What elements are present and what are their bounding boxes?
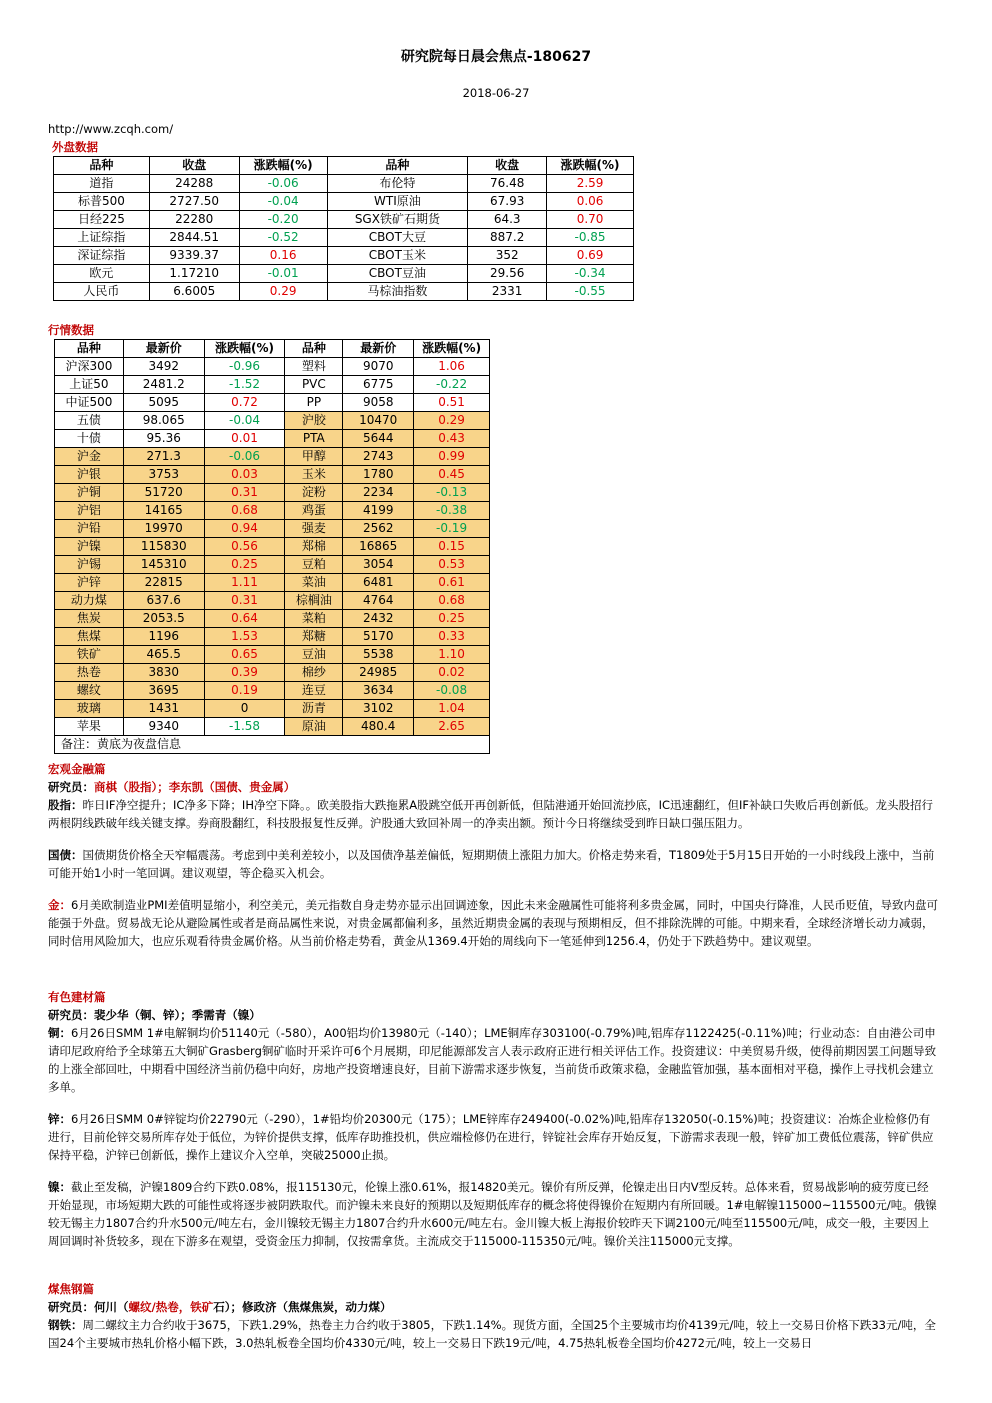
market-cell: 鸡蛋 [285, 502, 343, 520]
researcher-label: 研究员： [48, 780, 94, 794]
market-cell: 玻璃 [55, 700, 124, 718]
market-cell: 沪铜 [55, 484, 124, 502]
market-cell: 5095 [123, 394, 204, 412]
market-cell: 1.11 [204, 574, 285, 592]
foreign-market-table [53, 156, 634, 301]
market-cell: 0.68 [414, 592, 490, 610]
metals-para-0: 铜：6月26日SMM 1#电解铜均价51140元（-580），A00铝均价13980元（-140）；LME铜库存303100(-0.79%)吨,铝库存1122425(-0.11%)吨；行业动态：自由港公司申请印尼政府给予全球第五大铜矿Grasberg铜矿临时开采许可6个月展期，印尼能源部发言人表示政府正进行相关评估工作。投资建议：中美贸易升级，使得前期因罢工问题导致的上涨全部回吐，中期看中国经济当前仍稳中向好，房地产投资增速良好，目前下游需求逐步恢复，当前货币政策求稳，金融监管加强，基本面相对平稳，操作上寻找机会建立多单。 [48, 1026, 937, 1094]
market-cell: 2743 [343, 448, 414, 466]
macro-para-2: 金：6月美欧制造业PMI差值明显缩小，利空美元，美元指数自身走势亦显示出回调迹象，因此未来金融属性可能将利多贵金属，同时，中国央行降准，人民币贬值，导致内盘可能强于外盘。贸易战无论从避险属性或者是商品属性来说，对贵金属都偏利多，虽然近期贵金属的表现与预期相反，但不排除洗牌的可能。中期来看，全球经济增长动力减弱，同时信用风险加大，也应乐观看待贵金属价格。从当前价格走势看，黄金从1369.4开始的周线向下一笔延伸到1256.4，仍处于下跌趋势中。建议观望。 [48, 898, 939, 948]
market-cell: 十债 [55, 430, 124, 448]
table-row [55, 520, 490, 538]
foreign-cell: 马棕油指数 [327, 283, 468, 301]
market-cell: 24985 [343, 664, 414, 682]
market-cell: 1780 [343, 466, 414, 484]
table-row [54, 265, 634, 283]
foreign-cell: 6.6005 [149, 283, 239, 301]
foreign-cell: 2331 [468, 283, 547, 301]
foreign-header-4: 收盘 [468, 157, 547, 175]
market-header-3: 品种 [285, 340, 343, 358]
table-row [55, 502, 490, 520]
market-cell: -1.52 [204, 376, 285, 394]
market-cell: 热卷 [55, 664, 124, 682]
market-cell: 0.33 [414, 628, 490, 646]
market-cell: 6481 [343, 574, 414, 592]
market-header-4: 最新价 [343, 340, 414, 358]
market-cell: 连豆 [285, 682, 343, 700]
market-cell: 480.4 [343, 718, 414, 736]
market-heading: 行情数据 [48, 323, 94, 337]
foreign-cell: 日经225 [54, 211, 150, 229]
table-row [55, 610, 490, 628]
foreign-heading: 外盘数据 [52, 140, 98, 154]
foreign-header-5: 涨跌幅(%) [547, 157, 634, 175]
market-cell: 2562 [343, 520, 414, 538]
market-cell: 0.25 [204, 556, 285, 574]
market-cell: 棉纱 [285, 664, 343, 682]
table-row [55, 484, 490, 502]
foreign-cell: 0.29 [239, 283, 327, 301]
foreign-cell: 0.69 [547, 247, 634, 265]
market-cell: 0.99 [414, 448, 490, 466]
foreign-cell: 上证综指 [54, 229, 150, 247]
foreign-cell: -0.55 [547, 283, 634, 301]
foreign-cell: 标普500 [54, 193, 150, 211]
market-cell: 0.64 [204, 610, 285, 628]
foreign-cell: -0.34 [547, 265, 634, 283]
market-cell: 9070 [343, 358, 414, 376]
macro-para-0: 股指：昨日IF净空提升；IC净多下降；IH净空下降。。欧美股指大跌拖累A股跳空低开再创新低，但陆港通开始回流抄底，IC迅速翻红，但IF补缺口失败后再创新低。龙头股招行两根阴线跌破年线关键支撑。券商股翻红，科技股报复性反弹。沪股通大致回补周一的净卖出额。预计今日将继续受到昨日缺口强压阻力。 [48, 798, 934, 830]
market-cell: 原油 [285, 718, 343, 736]
foreign-cell: -0.85 [547, 229, 634, 247]
market-cell: 中证500 [55, 394, 124, 412]
market-quote-table [54, 339, 490, 754]
foreign-cell: 24288 [149, 175, 239, 193]
market-cell: 菜油 [285, 574, 343, 592]
foreign-cell: 76.48 [468, 175, 547, 193]
report-date: 2018-06-27 [462, 86, 530, 100]
table-row [55, 628, 490, 646]
foreign-cell: WTI原油 [327, 193, 468, 211]
market-cell: 16865 [343, 538, 414, 556]
market-cell: 0.03 [204, 466, 285, 484]
foreign-cell: 352 [468, 247, 547, 265]
market-cell: 5170 [343, 628, 414, 646]
foreign-cell: CBOT大豆 [327, 229, 468, 247]
market-cell: 动力煤 [55, 592, 124, 610]
table-row [55, 574, 490, 592]
market-cell: 郑糖 [285, 628, 343, 646]
market-cell: 沪铝 [55, 502, 124, 520]
market-cell: 0.02 [414, 664, 490, 682]
table-row [55, 448, 490, 466]
table-row [55, 718, 490, 736]
table-row [54, 247, 634, 265]
market-cell: 菜粕 [285, 610, 343, 628]
market-cell: 19970 [123, 520, 204, 538]
market-header-0: 品种 [55, 340, 124, 358]
market-cell: 0.19 [204, 682, 285, 700]
table-row [54, 229, 634, 247]
market-cell: 465.5 [123, 646, 204, 664]
market-cell: 玉米 [285, 466, 343, 484]
market-cell: 焦炭 [55, 610, 124, 628]
market-cell: 3054 [343, 556, 414, 574]
market-cell: 0.53 [414, 556, 490, 574]
market-cell: 0.94 [204, 520, 285, 538]
table-row [55, 466, 490, 484]
metals-section: 有色建材篇 研究员：裴少华（铜、锌）；季需青（镍） 铜：6月26日SMM 1#电解铜均价51140元（-580），A00铝均价13980元（-140）；LME铜库存303100(-0.79%)吨,铝库存1122425(-0.11%)吨；行业动态：自由港公司申请印尼政府给予全球第五大铜矿Grasberg铜矿临时开采许可6个月展期，印尼能源部发言人表示政府正进行相关评估工作。投资建议：中美贸易升级，使得前期因罢工问题导致的上涨全部回吐，中期看中国经济当前仍稳中向好，房地产投资增速良好，目前下游需求逐步恢复，当前货币政策求稳，金融监管加强，基本面相对平稳，操作上寻找机会建立多单。 锌：6月26日SMM 0#锌锭均价22790元（-290），1#铅均价20300元（175）；LME锌库存249400(-0.02%)吨,铅库存132050(-0.15%)吨；投资建议：冶炼企业检修仍有进行，目前伦锌交易所库存处于低位，为锌价提供支撑，低库存助推投机，供应端检修仍在进行，锌锭社会库存开始反复，下游需求表现一般，锌矿加工费低位震荡，锌矿供应保持平稳，沪锌已创新低，操作上建议介入空单，突破25000止损。 镍：截止至发稿，沪镍1809合约下跌0.08%，报115130元，伦镍上涨0.61%，报14820美元。镍价有所反弹，伦镍走出日内V型反转。总体来看，贸易战影响的疲劳度已经开始显现，市场短期大跌的可能性或将逐步被阴跌取代。而沪镍未来良好的预期以及短期低库存的概念将使得镍价在短期内有所回暖。1#电解镍115000~115500元/吨。俄镍较无锡主力1807合约升水500元/吨左右，金川镍较无锡主力1807合约升水600元/吨左右。金川镍大板上海报价较昨天下调2100元/吨至115500元/吨，成交一般，主要因上周回调时补货较多，现在下游多在观望，受资金压力抑制，仅按需拿货。主流成交于115000-115350元/吨。镍价关注115000元支撑。 [48, 988, 940, 1250]
market-cell: 郑棉 [285, 538, 343, 556]
market-cell: 0.56 [204, 538, 285, 556]
market-cell: PP [285, 394, 343, 412]
foreign-header-0: 品种 [54, 157, 150, 175]
market-cell: 5538 [343, 646, 414, 664]
foreign-header-3: 品种 [327, 157, 468, 175]
market-cell: 3830 [123, 664, 204, 682]
market-cell: 1.53 [204, 628, 285, 646]
market-cell: 强麦 [285, 520, 343, 538]
market-cell: 0.72 [204, 394, 285, 412]
foreign-cell: -0.01 [239, 265, 327, 283]
market-cell: 271.3 [123, 448, 204, 466]
market-cell: 上证50 [55, 376, 124, 394]
market-cell: 五债 [55, 412, 124, 430]
foreign-cell: 2844.51 [149, 229, 239, 247]
table-row [54, 211, 634, 229]
market-cell: PTA [285, 430, 343, 448]
market-cell: 3695 [123, 682, 204, 700]
market-cell: 0.61 [414, 574, 490, 592]
coal-section: 煤焦钢篇 研究员：何川（螺纹/热卷，铁矿石）；修政济（焦煤焦炭，动力煤） 钢铁：周二螺纹主力合约收于3675，下跌1.29%，热卷主力合约收于3805，下跌1.14%。现货方面，全国25个主要城市均价4139元/吨，较上一交易日价格下跌33元/吨，全国24个主要城市热轧价格小幅下跌，3.0热轧板卷全国均价4330元/吨，较上一交易日下跌19元/吨，4.75热轧板卷全国均价4272元/吨，较上一交易日 [48, 1280, 940, 1352]
market-cell: 9340 [123, 718, 204, 736]
foreign-cell: CBOT豆油 [327, 265, 468, 283]
market-cell: 0.43 [414, 430, 490, 448]
market-cell: 1431 [123, 700, 204, 718]
metals-para-2: 镍：截止至发稿，沪镍1809合约下跌0.08%，报115130元，伦镍上涨0.61%，报14820美元。镍价有所反弹，伦镍走出日内V型反转。总体来看，贸易战影响的疲劳度已经开始显现，市场短期大跌的可能性或将逐步被阴跌取代。而沪镍未来良好的预期以及短期低库存的概念将使得镍价在短期内有所回暖。1#电解镍115000~115500元/吨。俄镍较无锡主力1807合约升水500元/吨左右，金川镍较无锡主力1807合约升水600元/吨左右。金川镍大板上海报价较昨天下调2100元/吨至115500元/吨，成交一般，主要因上周回调时补货较多，现在下游多在观望，受资金压力抑制，仅按需拿货。主流成交于115000-115350元/吨。镍价关注115000元支撑。 [48, 1180, 937, 1248]
foreign-cell: CBOT玉米 [327, 247, 468, 265]
market-cell: 螺纹 [55, 682, 124, 700]
table-row [55, 430, 490, 448]
foreign-cell: 道指 [54, 175, 150, 193]
foreign-cell: -0.52 [239, 229, 327, 247]
market-header-1: 最新价 [123, 340, 204, 358]
table-row [55, 592, 490, 610]
market-cell: 0.31 [204, 592, 285, 610]
metals-para-1: 锌：6月26日SMM 0#锌锭均价22790元（-290），1#铅均价20300元（175）；LME锌库存249400(-0.02%)吨,铅库存132050(-0.15%)吨；投资建议：冶炼企业检修仍有进行，目前伦锌交易所库存处于低位，为锌价提供支撑，低库存助推投机，供应端检修仍在进行，锌锭社会库存开始反复，下游需求表现一般，锌矿加工费低位震荡，锌矿供应保持平稳，沪锌已创新低，操作上建议介入空单，突破25000止损。 [48, 1112, 934, 1162]
table-row [55, 412, 490, 430]
foreign-cell: 67.93 [468, 193, 547, 211]
market-cell: 沪锌 [55, 574, 124, 592]
foreign-header-2: 涨跌幅(%) [239, 157, 327, 175]
market-cell: -0.04 [204, 412, 285, 430]
market-cell: 3102 [343, 700, 414, 718]
foreign-cell: SGX铁矿石期货 [327, 211, 468, 229]
market-cell: 2432 [343, 610, 414, 628]
market-note: 备注：黄底为夜盘信息 [55, 736, 490, 754]
foreign-cell: 欧元 [54, 265, 150, 283]
market-cell: 0.39 [204, 664, 285, 682]
market-cell: 1.10 [414, 646, 490, 664]
coal-para-0: 钢铁：周二螺纹主力合约收于3675，下跌1.29%，热卷主力合约收于3805，下跌1.14%。现货方面，全国25个主要城市均价4139元/吨，较上一交易日价格下跌33元/吨，全国24个主要城市热轧价格小幅下跌，3.0热轧板卷全国均价4330元/吨，较上一交易日下跌19元/吨，4.75热轧板卷全国均价4272元/吨，较上一交易日 [48, 1318, 936, 1350]
market-cell: 0.31 [204, 484, 285, 502]
macro-researchers: 商棋（股指）；李东凯（国债、贵金属） [94, 780, 296, 794]
market-cell: -0.08 [414, 682, 490, 700]
market-cell: 0.15 [414, 538, 490, 556]
market-cell: 0.01 [204, 430, 285, 448]
market-cell: 1.06 [414, 358, 490, 376]
market-cell: -0.22 [414, 376, 490, 394]
foreign-cell: 887.2 [468, 229, 547, 247]
metals-category: 有色建材篇 [48, 990, 106, 1004]
market-cell: 沪金 [55, 448, 124, 466]
market-cell: 95.36 [123, 430, 204, 448]
macro-section [48, 760, 940, 950]
metals-researchers: 裴少华（铜、锌）；季需青（镍） [94, 1008, 261, 1022]
market-cell: 0.25 [414, 610, 490, 628]
market-cell: 淀粉 [285, 484, 343, 502]
market-cell: 6775 [343, 376, 414, 394]
market-cell: 0.45 [414, 466, 490, 484]
market-cell: 5644 [343, 430, 414, 448]
market-cell: -0.19 [414, 520, 490, 538]
market-cell: 沪镍 [55, 538, 124, 556]
table-row [55, 358, 490, 376]
table-row [54, 283, 634, 301]
market-cell: 2481.2 [123, 376, 204, 394]
market-cell: 4199 [343, 502, 414, 520]
market-cell: 3634 [343, 682, 414, 700]
foreign-cell: -0.06 [239, 175, 327, 193]
market-cell: -0.06 [204, 448, 285, 466]
foreign-cell: 人民币 [54, 283, 150, 301]
market-cell: 1.04 [414, 700, 490, 718]
foreign-header-1: 收盘 [149, 157, 239, 175]
market-cell: 2053.5 [123, 610, 204, 628]
market-cell: 塑料 [285, 358, 343, 376]
foreign-cell: 布伦特 [327, 175, 468, 193]
foreign-cell: 0.70 [547, 211, 634, 229]
website-link[interactable]: http://www.zcqh.com/ [48, 122, 174, 136]
table-row [55, 664, 490, 682]
market-cell: 0.65 [204, 646, 285, 664]
market-cell: 1196 [123, 628, 204, 646]
macro-para-1: 国债：国债期货价格全天窄幅震荡。考虑到中美利差较小，以及国债净基差偏低，短期期债上涨阻力加大。价格走势来看，T1809处于5月15日开始的一小时线段上涨中，当前可能开始1小时一笔回调。建议观望，等企稳买入机会。 [48, 848, 935, 880]
market-cell: 铁矿 [55, 646, 124, 664]
table-row [54, 175, 634, 193]
table-row [55, 700, 490, 718]
table-row [55, 394, 490, 412]
table-row [55, 556, 490, 574]
table-row [55, 376, 490, 394]
market-cell: 沥青 [285, 700, 343, 718]
market-cell: -1.58 [204, 718, 285, 736]
market-cell: 0 [204, 700, 285, 718]
market-cell: -0.96 [204, 358, 285, 376]
market-cell: 沪铅 [55, 520, 124, 538]
foreign-cell: 2727.50 [149, 193, 239, 211]
market-cell: 3753 [123, 466, 204, 484]
market-cell: 苹果 [55, 718, 124, 736]
market-cell: 98.065 [123, 412, 204, 430]
market-cell: 豆粕 [285, 556, 343, 574]
market-cell: 0.29 [414, 412, 490, 430]
foreign-cell: 22280 [149, 211, 239, 229]
foreign-cell: 深证综指 [54, 247, 150, 265]
foreign-cell: 0.16 [239, 247, 327, 265]
foreign-cell: -0.04 [239, 193, 327, 211]
market-cell: 10470 [343, 412, 414, 430]
market-cell: 14165 [123, 502, 204, 520]
market-cell: 2.65 [414, 718, 490, 736]
macro-category: 宏观金融篇 [48, 762, 106, 776]
foreign-cell: 0.06 [547, 193, 634, 211]
table-row [55, 646, 490, 664]
market-cell: 3492 [123, 358, 204, 376]
market-cell: 0.51 [414, 394, 490, 412]
market-cell: 沪银 [55, 466, 124, 484]
market-cell: 22815 [123, 574, 204, 592]
market-cell: -0.38 [414, 502, 490, 520]
market-cell: 甲醇 [285, 448, 343, 466]
table-row [55, 538, 490, 556]
market-cell: 4764 [343, 592, 414, 610]
market-cell: 51720 [123, 484, 204, 502]
foreign-cell: 64.3 [468, 211, 547, 229]
market-header-5: 涨跌幅(%) [414, 340, 490, 358]
market-cell: 2234 [343, 484, 414, 502]
market-cell: 豆油 [285, 646, 343, 664]
table-row [55, 682, 490, 700]
market-cell: 637.6 [123, 592, 204, 610]
foreign-cell: 2.59 [547, 175, 634, 193]
market-header-2: 涨跌幅(%) [204, 340, 285, 358]
foreign-cell: 9339.37 [149, 247, 239, 265]
market-cell: -0.13 [414, 484, 490, 502]
market-cell: 145310 [123, 556, 204, 574]
foreign-cell: 1.17210 [149, 265, 239, 283]
market-cell: 焦煤 [55, 628, 124, 646]
market-cell: 沪胶 [285, 412, 343, 430]
page-title: 研究院每日晨会焦点-180627 [400, 49, 592, 65]
market-cell: 9058 [343, 394, 414, 412]
market-cell: PVC [285, 376, 343, 394]
market-cell: 棕榈油 [285, 592, 343, 610]
coal-category: 煤焦钢篇 [48, 1282, 94, 1296]
market-cell: 沪锡 [55, 556, 124, 574]
market-cell: 115830 [123, 538, 204, 556]
market-cell: 0.68 [204, 502, 285, 520]
foreign-cell: 29.56 [468, 265, 547, 283]
table-row [54, 193, 634, 211]
market-cell: 沪深300 [55, 358, 124, 376]
foreign-cell: -0.20 [239, 211, 327, 229]
